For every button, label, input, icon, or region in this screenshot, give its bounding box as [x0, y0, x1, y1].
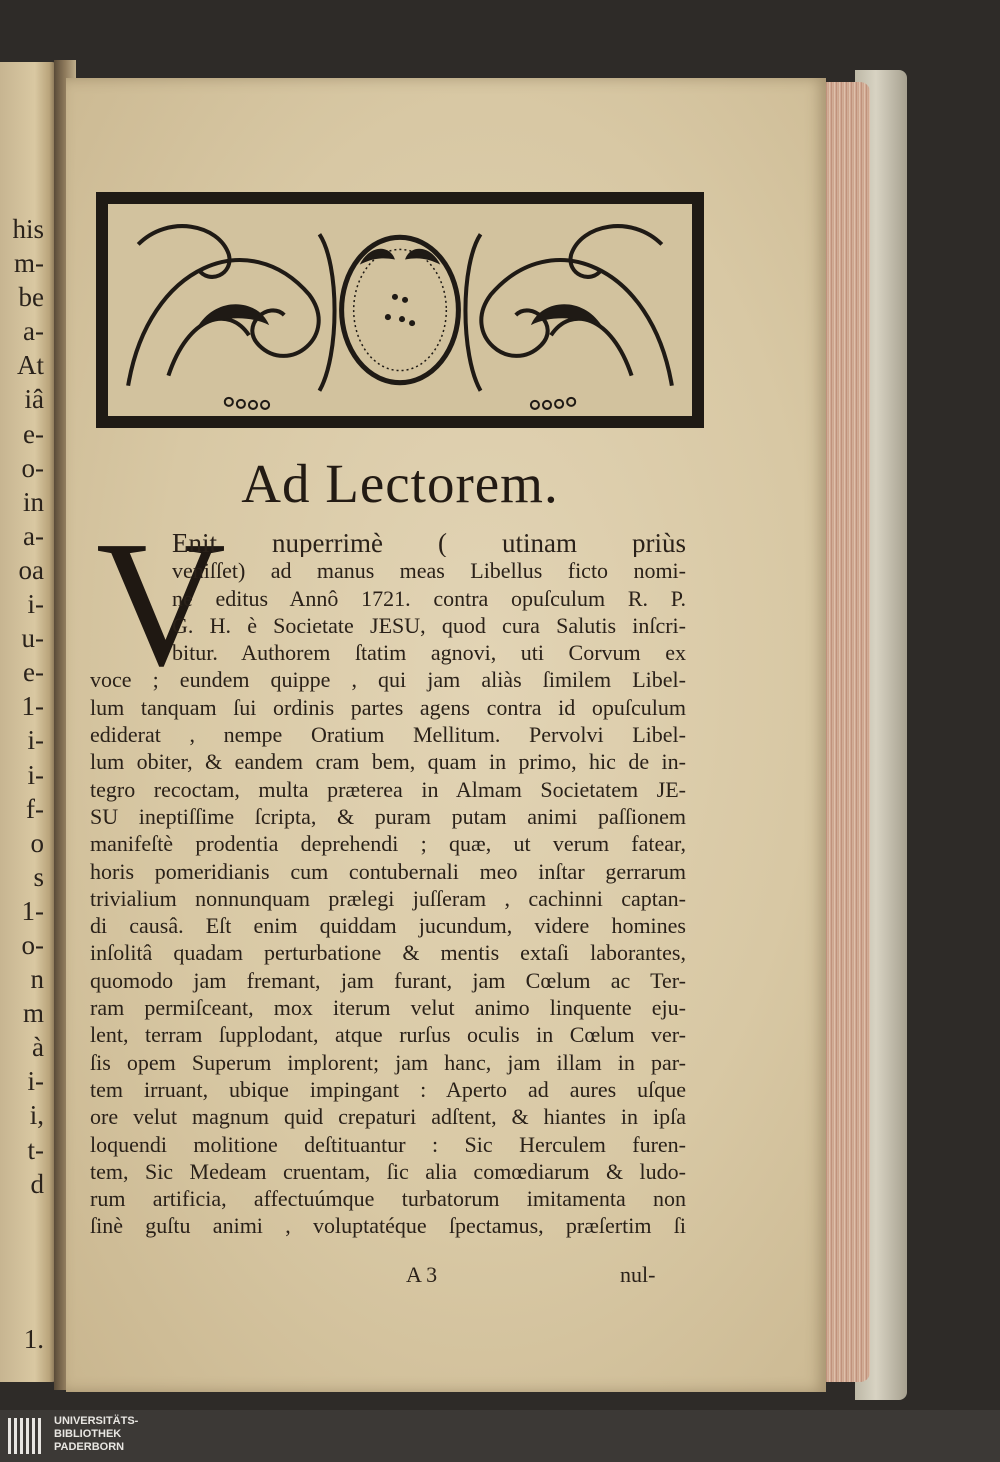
left-page-line: oa: [18, 554, 44, 585]
left-page-line: o: [30, 827, 44, 858]
text-line: quomodo jam fremant, jam furant, jam Cœlum ac Ter-: [90, 967, 686, 993]
left-page-line: his: [12, 214, 44, 244]
left-page-line: be: [18, 282, 44, 313]
text-line: horis pomeridianis cum contubernali meo inſtar gerrarum: [90, 858, 686, 884]
text-line: voce ; eundem quippe , qui jam aliàs ſimilem Libel-: [90, 667, 686, 693]
text-line: lum tanquam ſui ordinis partes agens contra id opuſculum: [90, 694, 686, 720]
left-page-line: i-: [27, 759, 44, 790]
text-line: trivialium nonnunquam prælegi juſſeram , cachinni captan-: [90, 885, 686, 911]
left-page-line: n: [30, 964, 44, 995]
text-line: ediderat , nempe Oratium Mellitum. Pervolvi Libel-: [90, 722, 686, 748]
page-heading: Ad Lectorem.: [241, 453, 559, 514]
left-page-line: s: [33, 861, 44, 892]
left-page-line: e-: [23, 418, 44, 449]
text-line: ſinè guſtu animi , voluptatéque ſpectamus, præſertim ſi: [90, 1213, 686, 1239]
drop-capital: V: [96, 504, 226, 703]
left-page-end-fragment: 1.: [23, 1324, 44, 1354]
left-page-line: i,: [29, 1100, 44, 1131]
left-page-line: m: [22, 998, 44, 1029]
left-page-text: [0, 212, 44, 1201]
left-page-line: à: [32, 1032, 44, 1063]
left-page-line: f-: [26, 793, 44, 824]
left-page-line: a-: [23, 316, 44, 347]
text-line: SU ineptiſſime ſcripta, & puram putam animi paſſionem: [90, 803, 686, 829]
text-line: Enit nuperrimè ( utinam priùs: [172, 530, 686, 558]
text-line: di causâ. Eſt enim quiddam jucundum, videre homines: [90, 913, 686, 939]
left-page-line: At: [17, 350, 44, 381]
logo-line: UNIVERSITÄTS-: [54, 1415, 139, 1427]
text-line: tem, Sic Medeam cruentam, ſic alia comœdiarum & ludo-: [90, 1158, 686, 1184]
left-page-line: iâ: [24, 384, 44, 415]
text-line: lent, terram ſupplodant, atque rurſus oculis in Cœlum ver-: [90, 1022, 686, 1048]
left-page-line: m-: [14, 248, 44, 279]
text-line: loquendi molitione deſtituantur : Sic Herculem furen-: [90, 1131, 686, 1157]
body-text: [90, 530, 686, 1240]
text-line: tegro recoctam, multa præterea in Almam Societatem JE-: [90, 776, 686, 802]
text-line: tem irruant, ubique impingant : Aperto ad aures uſque: [90, 1076, 686, 1102]
headpiece-ornament: [96, 192, 704, 428]
left-page-line: 1-: [21, 691, 44, 722]
text-line: G. H. è Societate JESU, quod cura Salutis inſcri-: [172, 612, 686, 638]
left-page-line: a-: [23, 520, 44, 551]
ornament-scrollwork: [108, 204, 692, 416]
left-page-line: d: [30, 1168, 44, 1199]
left-page-line: o-: [21, 452, 44, 483]
left-page-line: i-: [27, 725, 44, 756]
left-page-line: u-: [21, 623, 44, 654]
library-footer: [0, 1410, 1000, 1462]
library-logo-icon: [8, 1418, 48, 1454]
text-line: manifeſtè prodentia deprehendi ; quæ, ut verum fatear,: [90, 831, 686, 857]
text-line: ore velut magnum quid crepaturi adſtent, & hiantes in ipſa: [90, 1104, 686, 1130]
text-line: ſis opem Superum implorent; jam hanc, jam illam in par-: [90, 1049, 686, 1075]
left-page-line: o-: [21, 929, 44, 960]
left-page-line: t-: [27, 1134, 44, 1165]
signature-mark: A 3: [406, 1262, 438, 1287]
text-line: rum artificia, affectuúmque turbatorum imitamenta non: [90, 1186, 686, 1212]
text-line: ram permiſceant, mox iterum velut animo linquente eju-: [90, 995, 686, 1021]
text-line: lum obiter, & eandem cram bem, quam in primo, hic de in-: [90, 749, 686, 775]
logo-line: BIBLIOTHEK: [54, 1428, 122, 1440]
text-line: bitur. Authorem ſtatim agnovi, uti Corvum ex: [172, 640, 686, 666]
left-page-line: in: [22, 486, 44, 517]
left-page-line: 1-: [21, 895, 44, 926]
left-page-line: i-: [27, 1066, 44, 1097]
left-page-line: i-: [27, 589, 44, 620]
logo-line: PADERBORN: [54, 1441, 125, 1453]
left-page: [0, 62, 58, 1382]
library-logo-text: [54, 1415, 138, 1454]
left-page-line: e-: [23, 657, 44, 688]
text-line: veniſſet) ad manus meas Libellus ficto nomi-: [172, 558, 686, 584]
text-line: ne editus Annô 1721. contra opuſculum R. P.: [172, 585, 686, 611]
text-line: inſolitâ quadam perturbatione & mentis extaſi laborantes,: [90, 940, 686, 966]
catchword: nul-: [620, 1262, 656, 1287]
